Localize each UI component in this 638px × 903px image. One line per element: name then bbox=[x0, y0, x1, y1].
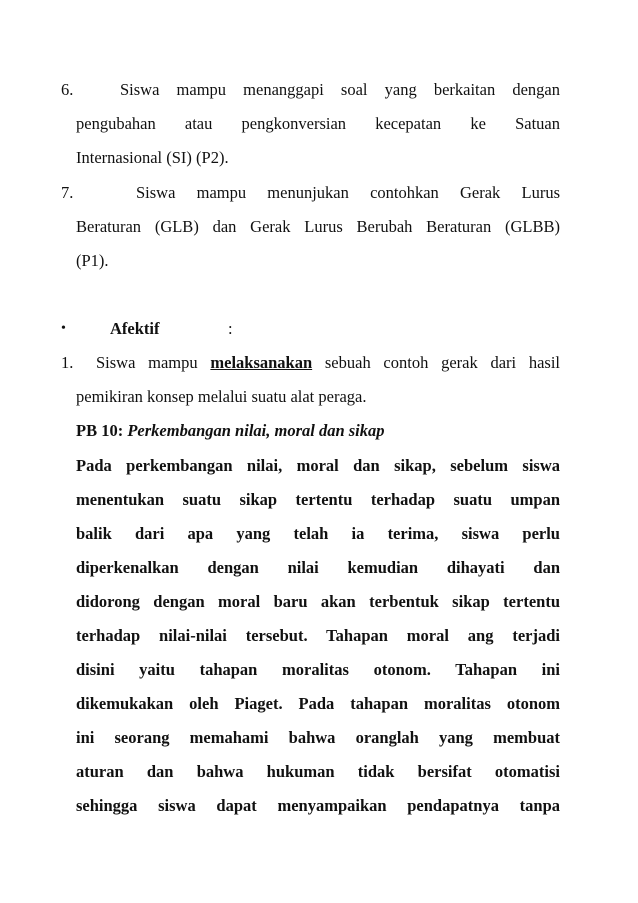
item-6-line-1: Siswa mampu menanggapi soal yang berkaitan dengan bbox=[120, 80, 560, 99]
item-1-keyword: melaksanakan bbox=[210, 353, 313, 372]
item-1-line-1 bbox=[96, 352, 560, 374]
item-7-line-2: Beraturan (GLB) dan Gerak Lurus Berubah Beraturan (GLBB) bbox=[76, 217, 560, 236]
item-6-line-2: pengubahan atau pengkonversian kecepatan ke Satuan bbox=[76, 114, 560, 133]
paragraph-line-10: aturan dan bahwa hukuman tidak bersifat otomatisi bbox=[76, 762, 560, 781]
item-number-1: 1. bbox=[61, 353, 74, 372]
bullet-icon: • bbox=[61, 321, 66, 336]
afektif-heading: Afektif bbox=[110, 319, 160, 338]
item-7-line-1: Siswa mampu menunjukan contohkan Gerak Lurus bbox=[136, 183, 560, 202]
item-6-line-3: Internasional (SI) (P2). bbox=[76, 148, 229, 167]
paragraph-line-1: Pada perkembangan nilai, moral dan sikap, sebelum siswa bbox=[76, 456, 560, 475]
paragraph-line-9: ini seorang memahami bahwa oranglah yang membuat bbox=[76, 728, 560, 747]
item-number-7: 7. bbox=[61, 183, 74, 202]
item-7-line-3: (P1). bbox=[76, 251, 109, 270]
item-1-text-c: sebuah contoh gerak dari hasil bbox=[312, 353, 560, 372]
pb-label: PB 10: bbox=[76, 421, 124, 440]
pb-title: Perkembangan nilai, moral dan sikap bbox=[123, 421, 385, 440]
paragraph-line-11: sehingga siswa dapat menyampaikan pendapatnya tanpa bbox=[76, 796, 560, 815]
item-1-text-a: Siswa mampu bbox=[96, 353, 211, 372]
paragraph-line-7: disini yaitu tahapan moralitas otonom. Tahapan ini bbox=[76, 660, 560, 679]
item-1-line-2: pemikiran konsep melalui suatu alat peraga. bbox=[76, 387, 367, 406]
pb-heading bbox=[76, 420, 560, 442]
paragraph-line-2: menentukan suatu sikap tertentu terhadap suatu umpan bbox=[76, 490, 560, 509]
item-number-6: 6. bbox=[61, 80, 74, 99]
paragraph-line-3: balik dari apa yang telah ia terima, siswa perlu bbox=[76, 524, 560, 543]
paragraph-line-8: dikemukakan oleh Piaget. Pada tahapan moralitas otonom bbox=[76, 694, 560, 713]
paragraph-line-6: terhadap nilai-nilai tersebut. Tahapan moral ang terjadi bbox=[76, 626, 560, 645]
paragraph-line-4: diperkenalkan dengan nilai kemudian dihayati dan bbox=[76, 558, 560, 577]
afektif-colon: : bbox=[228, 319, 233, 338]
paragraph-line-5: didorong dengan moral baru akan terbentuk sikap tertentu bbox=[76, 592, 560, 611]
